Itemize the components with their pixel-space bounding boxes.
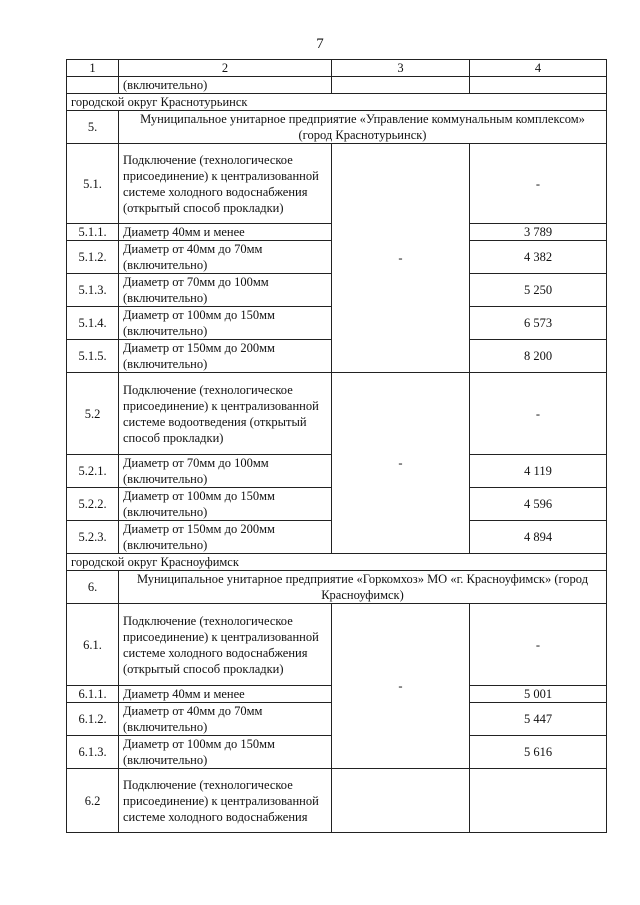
tariff-value: 5 616 [470, 736, 607, 769]
row-number: 6.2 [67, 769, 119, 833]
diameter-description: Диаметр от 40мм до 70мм (включительно) [119, 241, 332, 274]
service-description: Подключение (технологическое присоединение) к централизованной системе холодного водоснабжения (открытый способ прокладки) [119, 144, 332, 224]
header-cell: 2 [119, 60, 332, 77]
service-description: Подключение (технологическое присоединение) к централизованной системе холодного водоснабжения [119, 769, 332, 833]
column-3-value: - [332, 604, 470, 769]
diameter-description: Диаметр от 100мм до 150мм (включительно) [119, 307, 332, 340]
column-4-value [470, 769, 607, 833]
service-row [67, 604, 607, 686]
service-row [67, 769, 607, 833]
tariff-value: 5 447 [470, 703, 607, 736]
district-name: городской округ Краснотурьинск [67, 94, 607, 111]
organization-name: Муниципальное унитарное предприятие «Горкомхоз» МО «г. Красноуфимск» (город Красноуфимск) [119, 571, 607, 604]
tariff-value: 8 200 [470, 340, 607, 373]
row-number: 5.2.1. [67, 455, 119, 488]
tariff-value: 4 119 [470, 455, 607, 488]
tariff-value: 4 382 [470, 241, 607, 274]
service-row [67, 373, 607, 455]
column-4-value: - [470, 604, 607, 686]
header-cell: 4 [470, 60, 607, 77]
diameter-description: Диаметр от 150мм до 200мм (включительно) [119, 521, 332, 554]
diameter-description: Диаметр 40мм и менее [119, 224, 332, 241]
district-row [67, 94, 607, 111]
column-4-value: - [470, 144, 607, 224]
row-number: 6. [67, 571, 119, 604]
continuation-text: (включительно) [119, 77, 332, 94]
page-number: 7 [316, 36, 324, 52]
diameter-description: Диаметр 40мм и менее [119, 686, 332, 703]
diameter-description: Диаметр от 100мм до 150мм (включительно) [119, 736, 332, 769]
district-name: городской округ Красноуфимск [67, 554, 607, 571]
row-number: 5.2.3. [67, 521, 119, 554]
organization-row [67, 111, 607, 144]
column-3-value: - [332, 144, 470, 373]
tariff-value: 5 001 [470, 686, 607, 703]
row-number: 6.1.1. [67, 686, 119, 703]
header-cell: 3 [332, 60, 470, 77]
diameter-description: Диаметр от 70мм до 100мм (включительно) [119, 274, 332, 307]
table-header-row [67, 60, 607, 77]
tariff-value: 5 250 [470, 274, 607, 307]
service-description: Подключение (технологическое присоединение) к централизованной системе водоотведения (открытый способ прокладки) [119, 373, 332, 455]
row-number: 5.1. [67, 144, 119, 224]
row-number: 5.1.1. [67, 224, 119, 241]
empty-cell [470, 77, 607, 94]
tariff-value: 4 894 [470, 521, 607, 554]
tariff-table [66, 59, 607, 833]
row-number: 5.1.3. [67, 274, 119, 307]
tariff-value: 4 596 [470, 488, 607, 521]
header-cell: 1 [67, 60, 119, 77]
diameter-description: Диаметр от 150мм до 200мм (включительно) [119, 340, 332, 373]
empty-cell [332, 77, 470, 94]
organization-name: Муниципальное унитарное предприятие «Управление коммунальным комплексом» (город Краснотурьинск) [119, 111, 607, 144]
diameter-description: Диаметр от 70мм до 100мм (включительно) [119, 455, 332, 488]
column-3-value [332, 769, 470, 833]
row-number: 5.1.4. [67, 307, 119, 340]
service-row [67, 144, 607, 224]
diameter-description: Диаметр от 100мм до 150мм (включительно) [119, 488, 332, 521]
row-number: 5. [67, 111, 119, 144]
row-number: 5.2 [67, 373, 119, 455]
organization-row [67, 571, 607, 604]
continuation-row [67, 77, 607, 94]
row-number: 5.1.2. [67, 241, 119, 274]
service-description: Подключение (технологическое присоединение) к централизованной системе холодного водоснабжения (открытый способ прокладки) [119, 604, 332, 686]
empty-cell [67, 77, 119, 94]
row-number: 6.1.3. [67, 736, 119, 769]
diameter-description: Диаметр от 40мм до 70мм (включительно) [119, 703, 332, 736]
column-4-value: - [470, 373, 607, 455]
district-row [67, 554, 607, 571]
row-number: 6.1.2. [67, 703, 119, 736]
row-number: 6.1. [67, 604, 119, 686]
row-number: 5.1.5. [67, 340, 119, 373]
column-3-value: - [332, 373, 470, 554]
row-number: 5.2.2. [67, 488, 119, 521]
tariff-value: 3 789 [470, 224, 607, 241]
tariff-value: 6 573 [470, 307, 607, 340]
